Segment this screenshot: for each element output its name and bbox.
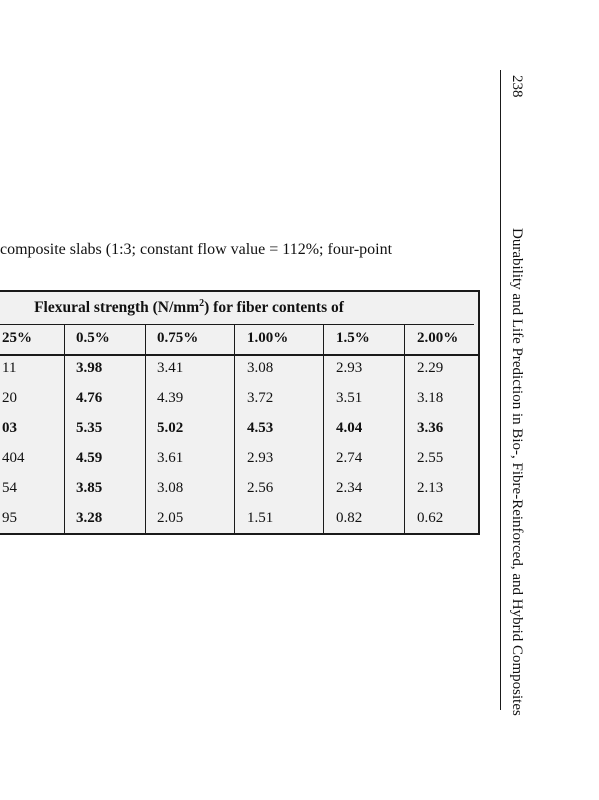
table-cell: 0.62 xyxy=(417,510,444,526)
table-cell: 404 xyxy=(2,450,25,466)
table-cell: 2.55 xyxy=(417,450,444,466)
table-cell: 2.05 xyxy=(157,510,184,526)
table-cell: 5.02 xyxy=(157,420,184,436)
column-divider xyxy=(234,324,235,535)
table-cell: 3.08 xyxy=(247,360,274,376)
column-header: 0.75% xyxy=(157,330,199,346)
table-cell: 20 xyxy=(2,390,17,406)
table-cell: 3.72 xyxy=(247,390,274,406)
table-cell: 3.28 xyxy=(76,510,103,526)
table-cell: 3.85 xyxy=(76,480,103,496)
column-header: 1.00% xyxy=(247,330,289,346)
column-divider xyxy=(64,324,65,535)
table-cell: 2.13 xyxy=(417,480,444,496)
table-cell: 4.76 xyxy=(76,390,103,406)
flexural-strength-table xyxy=(0,290,480,535)
table-cell: 2.56 xyxy=(247,480,274,496)
column-header-row xyxy=(0,324,478,356)
column-divider xyxy=(323,324,324,535)
column-header: 2.00% xyxy=(417,330,459,346)
table-cell: 95 xyxy=(2,510,17,526)
table-cell: 4.59 xyxy=(76,450,103,466)
table-cell: 2.93 xyxy=(247,450,274,466)
running-head-rule xyxy=(500,70,501,710)
table-cell: 3.08 xyxy=(157,480,184,496)
table-cell: 2.74 xyxy=(336,450,363,466)
table-group-header xyxy=(0,292,474,325)
column-divider xyxy=(145,324,146,535)
table-cell: 11 xyxy=(2,360,17,376)
table-cell: 3.36 xyxy=(417,420,444,436)
table-cell: 0.82 xyxy=(336,510,363,526)
group-header-text: Flexural strength $(N/mm^2)$ for fiber contents of xyxy=(34,298,344,317)
table-cell: 3.51 xyxy=(336,390,363,406)
table-cell: 4.53 xyxy=(247,420,274,436)
table-cell: 4.04 xyxy=(336,420,363,436)
table-cell: 54 xyxy=(2,480,17,496)
page-number: 238 xyxy=(509,75,525,98)
table-cell: 03 xyxy=(2,420,17,436)
table-caption: composite slabs (1:3; constant flow value = 112%; four-point xyxy=(0,241,393,258)
table-cell: 3.18 xyxy=(417,390,444,406)
table-cell: 2.34 xyxy=(336,480,363,496)
table-cell: 2.93 xyxy=(336,360,363,376)
table-cell: 2.29 xyxy=(417,360,444,376)
column-divider xyxy=(404,324,405,535)
running-head-title: Durability and Life Prediction in Bio-, Fibre-Reinforced, and Hybrid Composites xyxy=(509,228,525,716)
table-cell: 3.98 xyxy=(76,360,103,376)
table-cell: 3.61 xyxy=(157,450,184,466)
table-cell: 1.51 xyxy=(247,510,274,526)
column-header: 25% xyxy=(2,330,32,346)
table-cell: 3.41 xyxy=(157,360,184,376)
table-cell: 4.39 xyxy=(157,390,184,406)
column-header: 1.5% xyxy=(336,330,370,346)
column-header: 0.5% xyxy=(76,330,110,346)
table-cell: 5.35 xyxy=(76,420,103,436)
